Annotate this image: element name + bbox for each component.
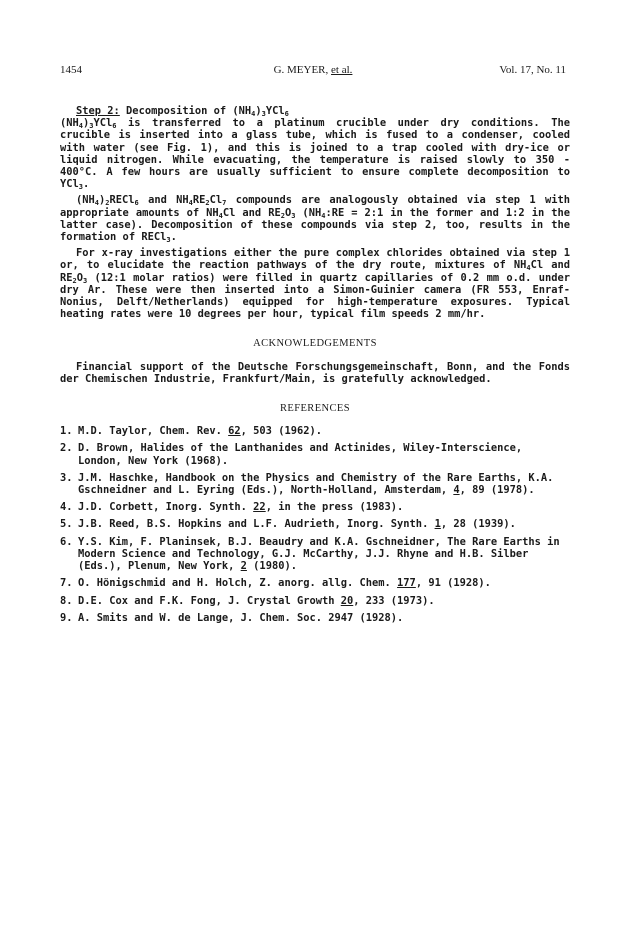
article-body <box>60 105 570 629</box>
subscript: 7 <box>222 199 227 208</box>
reference-number: 3. <box>60 471 73 484</box>
reference-text-end: , 89 (1978). <box>459 484 535 497</box>
text-run: RE <box>192 194 206 207</box>
text-run: Decomposition of (NH <box>119 105 252 117</box>
reference-text: M.D. Taylor, Chem. Rev. <box>78 425 229 438</box>
text-run: RECl <box>109 194 135 207</box>
references-heading: REFERENCES <box>280 403 350 415</box>
reference-text: D. Brown, Halides of the Lanthanides and Actinides, Wiley-Interscience, London, New York (1968). <box>78 442 523 467</box>
reference-text: O. Hönigschmid and H. Holch, Z. anorg. allg. Chem. <box>78 577 398 590</box>
text-run: (NH <box>60 117 79 130</box>
text-run: For x-ray investigations either the pure complex chlorides obtained via step 1 or, to elucidate the reaction pathways of the dry route, mixtures of NH <box>60 247 570 272</box>
reference-volume: 20 <box>340 594 354 607</box>
reference-number: 6. <box>60 535 73 548</box>
reference-volume: 4 <box>453 484 460 497</box>
subscript: 3 <box>83 276 88 285</box>
text-run: is transferred to a platinum crucible under dry conditions. The crucible is inserted into a glass tube, which is fused to a condenser, cooled with water (see Fig. 1), and this is joined to a trap cooled with dry-ice or liquid nitrogen. While evacuating, the temperature is raised slowly to 350 - 400°C. A few hours are usually sufficient to ensure complete decomposition to YCl <box>60 117 570 191</box>
subscript: 3 <box>261 110 266 118</box>
text-run: (NH <box>76 194 95 207</box>
paragraph-analogous-compounds <box>60 194 570 243</box>
acknowledgements-heading: ACKNOWLEDGEMENTS <box>253 338 377 350</box>
text-run: Cl <box>209 194 223 207</box>
reference-item <box>60 501 570 513</box>
reference-volume: 62 <box>228 425 241 438</box>
reference-volume: 22 <box>253 501 266 514</box>
subscript: 4 <box>251 110 256 118</box>
reference-number: 2. <box>60 442 73 455</box>
text-run: YCl <box>265 105 285 117</box>
text-run: ) <box>83 117 90 130</box>
text-run: (12:1 molar ratios) were filled in quartz capillaries of 0.2 mm o.d. under dry Ar. These were then inserted into a Simon-Guinier camera (FR 553, Enraf-Nonius, Delft/Netherlands) equipped for high-temperature exposures. Typical heating rates were 10 degrees per hour, typical film speeds 2 mm/hr. <box>60 271 570 321</box>
reference-item <box>60 577 570 589</box>
reference-volume: 2 <box>240 560 247 573</box>
text-run: O <box>76 271 83 284</box>
text-run: YCl <box>93 117 113 130</box>
reference-text-end: , in the press (1983). <box>265 501 404 514</box>
paragraph-step-2 <box>60 105 570 190</box>
subscript: 6 <box>134 199 139 208</box>
reference-item <box>60 442 570 466</box>
subscript: 2 <box>205 199 210 208</box>
reference-text-end: , 503 (1962). <box>240 425 322 438</box>
reference-text: J.D. Corbett, Inorg. Synth. <box>78 501 254 514</box>
subscript: 4 <box>321 211 326 220</box>
reference-text-end: , 28 (1939). <box>440 518 516 531</box>
subscript: 2 <box>280 211 285 220</box>
subscript: 4 <box>218 211 223 220</box>
reference-volume: 177 <box>397 577 416 590</box>
et-al: et al. <box>331 64 353 76</box>
subscript: 6 <box>284 110 289 118</box>
reference-text-end: (1980). <box>246 560 297 573</box>
reference-text: Y.S. Kim, F. Planinsek, B.J. Beaudry and K.A. Gschneidner, The Rare Earths in Modern Science and Technology, G.J. McCarthy, J.J. Rhyne and H.B. Silber (Eds.), Plenum, New York, <box>78 535 560 573</box>
reference-text-end: , 91 (1928). <box>415 577 491 590</box>
subscript: 3 <box>166 236 171 245</box>
subscript: 4 <box>188 199 193 208</box>
text-run: O <box>284 206 292 219</box>
reference-number: 9. <box>60 611 73 624</box>
reference-number: 7. <box>60 577 73 590</box>
running-head-authors <box>60 64 566 76</box>
text-run: Cl and RE <box>60 259 570 284</box>
text-run: compounds are analogously obtained via step 1 with appropriate amounts of NH <box>60 194 570 219</box>
reference-item <box>60 536 570 573</box>
reference-item <box>60 518 570 530</box>
volume-issue: Vol. 17, No. 11 <box>499 64 566 76</box>
text-run: ) <box>255 105 262 117</box>
reference-number: 1. <box>60 425 73 438</box>
reference-item <box>60 472 570 496</box>
subscript: 3 <box>78 183 83 192</box>
subscript: 4 <box>78 122 83 131</box>
reference-text: J.M. Haschke, Handbook on the Physics and Chemistry of the Rare Earths, K.A. Gschneidner and L. Eyring (Eds.), North-Holland, Amsterdam, <box>78 471 554 497</box>
paragraph-xray-investigations <box>60 247 570 320</box>
step-2-title <box>120 105 289 117</box>
subscript: 2 <box>105 199 110 208</box>
step-2-lead: Step 2: <box>76 105 120 117</box>
reference-list <box>60 425 570 624</box>
page-number: 1454 <box>60 64 82 76</box>
subscript: 6 <box>112 122 117 131</box>
text-run: . <box>83 178 90 191</box>
reference-item <box>60 595 570 607</box>
text-run: . <box>170 231 177 244</box>
author-name: G. MEYER, <box>273 64 332 76</box>
reference-volume: 1 <box>434 518 441 531</box>
subscript: 3 <box>89 122 94 131</box>
subscript: 2 <box>72 276 77 285</box>
text-run: ) <box>99 194 106 207</box>
subscript: 4 <box>94 199 99 208</box>
text-run: and NH <box>138 194 189 207</box>
reference-number: 8. <box>60 594 73 607</box>
text-run: (NH <box>295 206 322 219</box>
reference-number: 4. <box>60 501 73 514</box>
running-head <box>60 64 566 78</box>
reference-text: D.E. Cox and F.K. Fong, J. Crystal Growth <box>78 594 341 607</box>
subscript: 4 <box>526 264 531 273</box>
text-run: Cl and RE <box>222 206 281 219</box>
reference-text: J.B. Reed, B.S. Hopkins and L.F. Audrieth, Inorg. Synth. <box>78 518 435 531</box>
text-run: :RE = 2:1 in the former and 1:2 in the latter case). Decomposition of these compounds via step 2, too, results in the formation of RECl <box>60 206 570 244</box>
reference-number: 5. <box>60 518 73 531</box>
reference-text: A. Smits and W. de Lange, J. Chem. Soc. 2947 (1928). <box>78 611 404 624</box>
subscript: 3 <box>291 211 296 220</box>
reference-text-end: , 233 (1973). <box>353 594 435 607</box>
reference-item <box>60 612 570 624</box>
reference-item <box>60 425 570 437</box>
acknowledgements-text: Financial support of the Deutsche Forschungsgemeinschaft, Bonn, and the Fonds der Chemischen Industrie, Frankfurt/Main, is gratefully acknowledged. <box>60 360 570 385</box>
